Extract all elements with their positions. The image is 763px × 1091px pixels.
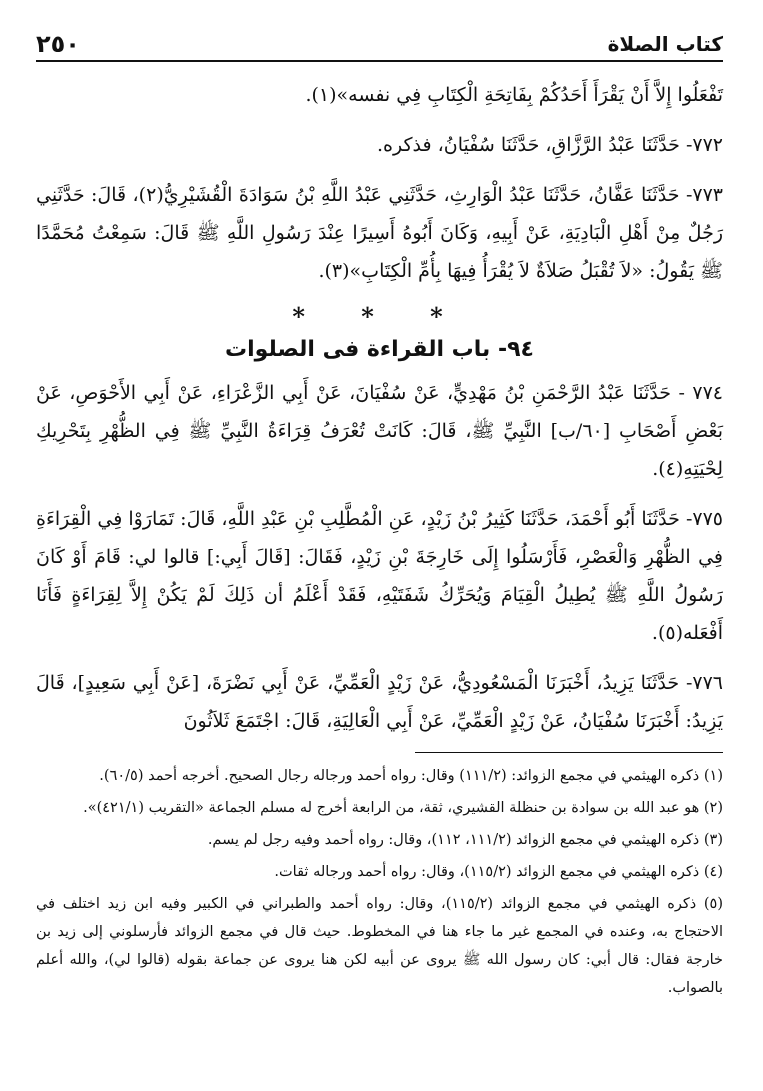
- chapter-title: ٩٤- باب القراءة فى الصلوات: [225, 337, 534, 362]
- running-title: كتاب الصلاة: [607, 32, 723, 56]
- footnote-5: (٥) ذكره الهيثمي في مجمع الزوائد (١١٥/٢)، وقال: رواه أحمد والطبراني في الكبير وفيه ابن زيد اختلف في الاحتجاج به، وعنده في المجمع غير ما جاء هنا في المخطوط. حيث قال في مجمع الزوائد فأرسلوني إلى زيد بن خارجة فقال: قال أبي: كان رسول الله ﷺ يروى عن أبيه لكن هنا يروى عن جماعة بقوله (قالوا لي)، والله أعلم بالصواب.: [36, 896, 723, 996]
- page-number: ٢٥٠: [36, 30, 80, 58]
- hadith-775: ٧٧٥- حَدَّثَنَا أَبُو أَحْمَدَ، حَدَّثَنَا كَثِيرُ بْنُ زَيْدٍ، عَنِ الْمُطَّلِبِ بْنِ عَبْدِ اللَّهِ، قَالَ: تَمَارَوْا فِي الْقِرَاءَةِ فِي الظُّهْرِ وَالْعَصْرِ، فَأَرْسَلُوا إِلَى خَارِجَةَ بْنِ زَيْدٍ، فَقَالَ: [قَالَ أَبِي:] قالوا لي: قَامَ أَوْ كَانَ رَسُولُ اللَّهِ ﷺ يُطِيلُ الْقِيَامَ وَيُحَرِّكُ شَفَتَيْهِ، فَقَدْ أَعْلَمُ أن ذَلِكَ لَمْ يَكُنْ إِلاَّ لِقِرَاءَةٍ فَأَنَا أَفْعَله(٥).: [36, 508, 723, 644]
- footnote-3: (٣) ذكره الهيثمي في مجمع الزوائد (١١١/٢، ١١٢)، وقال: رواه أحمد وفيه رجل لم يسم.: [207, 832, 723, 848]
- hadith-774: ٧٧٤ - حَدَّثَنَا عَبْدُ الرَّحْمَنِ بْنُ مَهْدِيٍّ، عَنْ سُفْيَانَ، عَنْ أَبِي الزَّعْرَاءِ، عَنْ أَبِي الأَحْوَصِ، عَنْ بَعْضِ أَصْحَابِ [٦٠/ب] النَّبِيِّ ﷺ، قَالَ: كَانَتْ تُعْرَفُ قِرَاءَةُ النَّبِيِّ ﷺ فِي الظُّهْرِ بِتَحْرِيكِ لِحْيَتِهِ(٤).: [36, 382, 723, 480]
- hadith-776: ٧٧٦- حَدَّثَنَا يَزِيدُ، أَخْبَرَنَا الْمَسْعُودِيُّ، عَنْ زَيْدٍ الْعَمِّيِّ، عَنْ أَبِي نَضْرَةَ، [عَنْ أَبِي سَعِيدٍ]، قَالَ يَزِيدُ: أَخْبَرَنَا سُفْيَانُ، عَنْ زَيْدٍ الْعَمِّيِّ، عَنْ أَبِي الْعَالِيَةِ، قَالَ: اجْتَمَعَ ثَلاَثُونَ: [36, 672, 723, 732]
- footnote-divider: [415, 752, 723, 753]
- hadith-773: ٧٧٣- حَدَّثَنَا عَفَّانُ، حَدَّثَنَا عَبْدُ الْوَارِثِ، حَدَّثَنِي عَبْدُ اللَّهِ بْنُ سَوَادَةَ الْقُشَيْرِيُّ(٢)، قَالَ: حَدَّثَنِي رَجُلٌ مِنْ أَهْلِ الْبَادِيَةِ، عَنْ أَبِيهِ، وَكَانَ أَبُوهُ أَسِيرًا عِنْدَ رَسُولِ اللَّهِ ﷺ قَالَ: سَمِعْتُ مُحَمَّدًا ﷺ يَقُولُ: «لاَ تُقْبَلُ صَلاَةٌ لاَ يُقْرَأُ فِيهَا بِأُمِّ الْكِتَابِ»(٣).: [36, 184, 723, 282]
- footnote-4: (٤) ذكره الهيثمي في مجمع الزوائد (١١٥/٢)، وقال: رواه أحمد ورجاله ثقات.: [274, 864, 723, 880]
- footnotes: [36, 762, 723, 1006]
- footnote-1: (١) ذكره الهيثمي في مجمع الزوائد: (١١١/٢) وقال: رواه أحمد ورجاله رجال الصحيح. أخرجه أحمد (٦٠/٥).: [99, 768, 723, 784]
- page-header: [36, 30, 723, 62]
- text-paragraph: تَفْعَلُوا إِلاَّ أَنْ يَقْرَأَ أَحَدُكُمْ بِفَاتِحَةِ الْكِتَابِ فِي نفسه»(١).: [305, 84, 723, 106]
- footnote-2: (٢) هو عبد الله بن سوادة بن حنظلة القشيري، ثقة، من الرابعة أخرج له مسلم الجماعة «التقريب (٤٢١/١)».: [83, 800, 723, 816]
- section-separator: * * *: [292, 302, 467, 331]
- hadith-772: ٧٧٢- حَدَّثَنَا عَبْدُ الرَّزَّاقِ، حَدَّثَنَا سُفْيَانُ، فذكره.: [377, 134, 723, 156]
- main-text: [36, 76, 723, 752]
